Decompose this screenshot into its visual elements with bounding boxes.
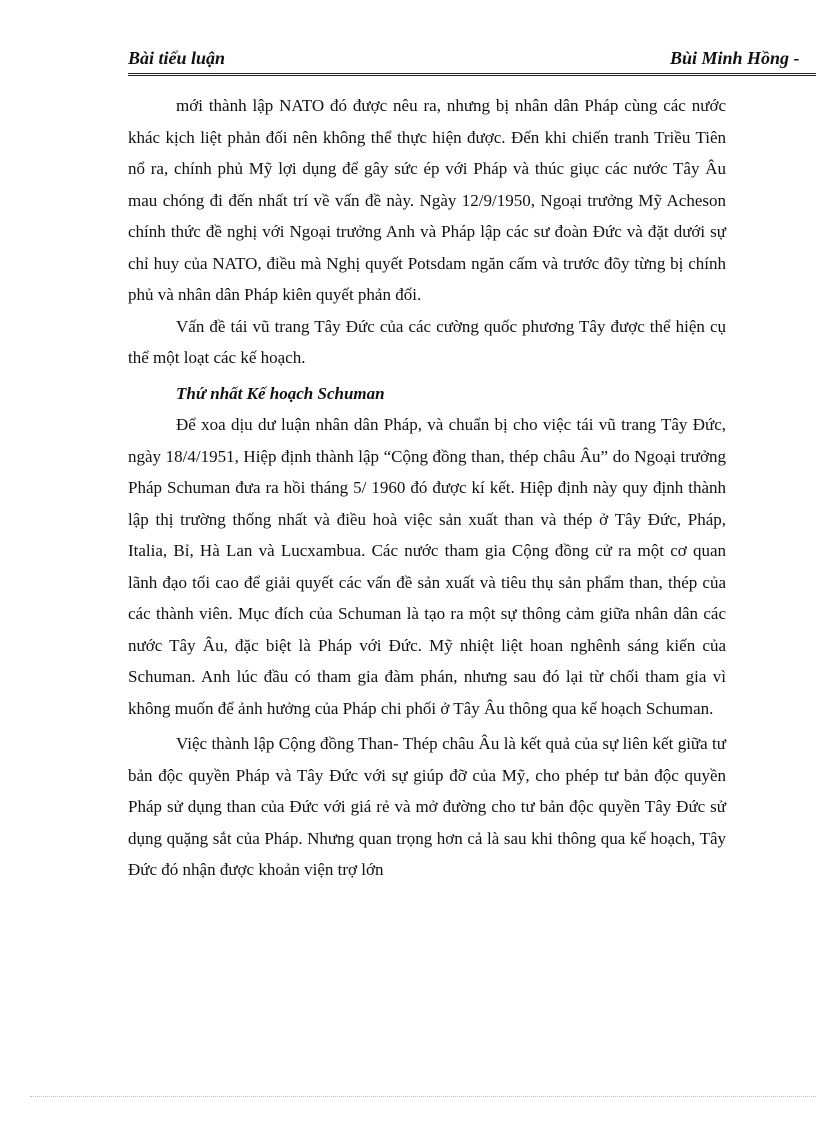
paragraph-3: Để xoa dịu dư luận nhân dân Pháp, và chuẩn bị cho việc tái vũ trang Tây Đức, ngày 18/4/1951, Hiệp định thành lập “Cộng đồng than, thép châu Âu” do Ngoại trưởng Pháp Schuman đưa ra hồi tháng 5/ 1960 đó được kí kết. Hiệp định này quy định thành lập thị trường thống nhất và điều hoà việc sản xuất than và thép ở Tây Đức, Pháp, Italia, Bỉ, Hà Lan và Lucxambua. Các nước tham gia Cộng đồng cử ra một cơ quan lãnh đạo tối cao để giải quyết các vấn đề sản xuất và tiêu thụ sản phẩm than, thép của các thành viên. Mục đích của Schuman là tạo ra một sự thông cảm giữa nhân dân các nước Tây Âu, đặc biệt là Pháp với Đức. Mỹ nhiệt liệt hoan nghênh sáng kiến của Schuman. Anh lúc đầu có tham gia đàm phán, nhưng sau đó lại từ chối tham gia vì không muốn để ảnh hưởng của Pháp chi phối ở Tây Âu thông qua kế hoạch Schuman. xyxy=(128,415,726,718)
header-author: Bùi Minh Hồng - xyxy=(670,48,800,68)
section-heading: Thứ nhất Kế hoạch Schuman xyxy=(176,383,385,403)
paragraph-1: mới thành lập NATO đó được nêu ra, nhưng bị nhân dân Pháp cùng các nước khác kịch liệt phản đối nên không thể thực hiện được. Đến khi chiến tranh Triều Tiên nổ ra, chính phủ Mỹ lợi dụng để gây sức ép với Pháp và thúc giục các nước Tây Âu mau chóng đi đến nhất trí về vấn đề này. Ngày 12/9/1950, Ngoại trưởng Mỹ Acheson chính thức đề nghị với Ngoại trưởng Anh và Pháp lập các sư đoàn Đức và đặt dưới sự chỉ huy của NATO, điều mà Nghị quyết Potsdam ngăn cấm và trước đõy từng bị chính phủ và nhân dân Pháp kiên quyết phản đối. xyxy=(128,96,726,304)
paragraph-2: Vấn đề tái vũ trang Tây Đức của các cường quốc phương Tây được thể hiện cụ thể một loạt các kế hoạch. xyxy=(128,316,726,367)
footer-divider xyxy=(30,1096,816,1097)
body-text xyxy=(128,90,726,886)
header-title: Bài tiểu luận xyxy=(128,48,226,68)
paragraph-4: Việc thành lập Cộng đồng Than- Thép châu Âu là kết quả của sự liên kết giữa tư bản độc quyền Pháp và Tây Đức với sự giúp đỡ của Mỹ, cho phép tư bản độc quyền Pháp sử dụng than của Đức với giá rẻ và mở đường cho tư bản độc quyền Tây Đức sử dụng quặng sắt của Pháp. Nhưng quan trọng hơn cả là sau khi thông qua kế hoạch, Tây Đức đó nhận được khoản viện trợ lớn xyxy=(128,734,726,879)
header-divider xyxy=(128,73,816,76)
